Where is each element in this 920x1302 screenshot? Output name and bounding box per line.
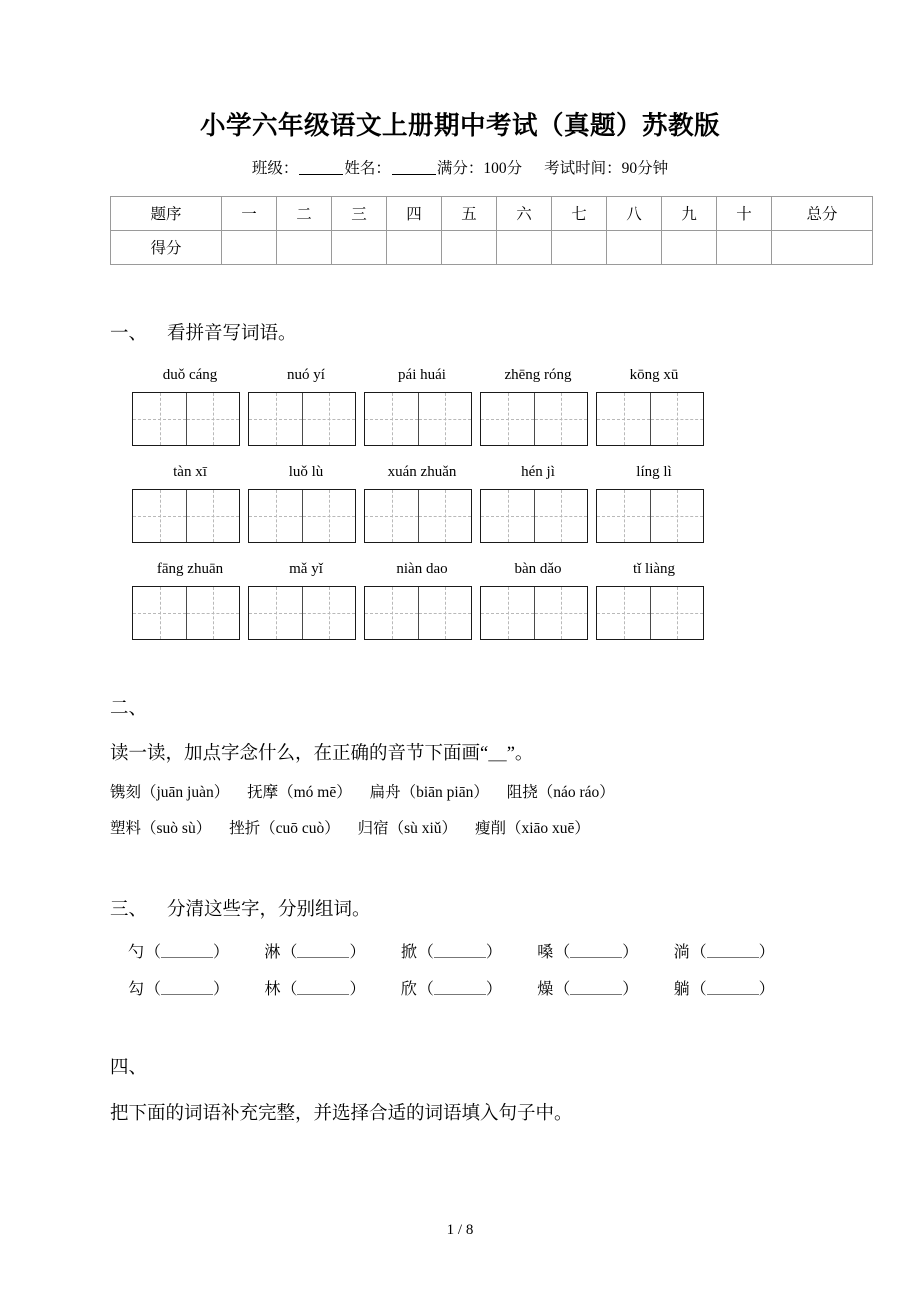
- tianzige-cell[interactable]: [365, 587, 418, 639]
- tianzige-cell[interactable]: [186, 490, 239, 542]
- character: 欣: [400, 980, 417, 998]
- section-one-number: 一、: [110, 323, 148, 344]
- section-three-title: 分清这些字，分别组词。: [167, 900, 371, 921]
- tianzige-row-2: [110, 489, 810, 543]
- tianzige-box[interactable]: [480, 586, 588, 640]
- pinyin-item: tǐ liàng: [632, 560, 676, 577]
- table-row-scores: [111, 230, 873, 264]
- tianzige-box[interactable]: [248, 392, 356, 446]
- tianzige-box[interactable]: [248, 586, 356, 640]
- section-two: [110, 696, 810, 842]
- score-col-8: 八: [607, 196, 662, 230]
- section-four: [110, 1055, 810, 1129]
- word-item[interactable]: 瘦削（xiāo xuē）: [474, 820, 590, 838]
- answer-blank[interactable]: [434, 943, 486, 958]
- tianzige-cell[interactable]: [534, 393, 587, 445]
- score-cell-6[interactable]: [497, 230, 552, 264]
- pinyin-item: luǒ lù: [288, 463, 324, 480]
- page-title: 小学六年级语文上册期中考试（真题）苏教版: [199, 111, 720, 140]
- pinyin-item: fāng zhuān: [156, 560, 224, 577]
- character: 淋: [264, 943, 281, 961]
- pinyin-item: nuó yí: [287, 366, 325, 383]
- tianzige-cell[interactable]: [365, 393, 418, 445]
- score-cell-total[interactable]: [772, 230, 873, 264]
- score-col-7: 七: [552, 196, 607, 230]
- score-cell-5[interactable]: [442, 230, 497, 264]
- word-item[interactable]: 扁舟（biān piān）: [369, 784, 489, 802]
- score-cell-9[interactable]: [662, 230, 717, 264]
- answer-blank[interactable]: [161, 943, 213, 958]
- page-footer: 1 / 8: [446, 1222, 474, 1238]
- answer-blank[interactable]: [570, 980, 622, 995]
- section-one: [110, 321, 810, 640]
- word-item[interactable]: 塑料（suò sù）: [110, 820, 212, 838]
- pinyin-row-3: [110, 561, 810, 578]
- tianzige-cell[interactable]: [302, 587, 355, 639]
- tianzige-cell[interactable]: [418, 587, 471, 639]
- tianzige-box[interactable]: [364, 489, 472, 543]
- score-cell-3[interactable]: [332, 230, 387, 264]
- pinyin-item: mǎ yǐ: [289, 560, 323, 577]
- tianzige-cell[interactable]: [597, 490, 650, 542]
- character: 躺: [673, 980, 690, 998]
- tianzige-cell[interactable]: [481, 587, 534, 639]
- score-col-9: 九: [662, 196, 717, 230]
- list-item: 勺（ ）: [128, 943, 230, 961]
- tianzige-box[interactable]: [364, 392, 472, 446]
- tianzige-cell[interactable]: [186, 393, 239, 445]
- tianzige-cell[interactable]: [365, 490, 418, 542]
- tianzige-cell[interactable]: [597, 393, 650, 445]
- score-col-3: 三: [332, 196, 387, 230]
- list-item: 淋（ ）: [264, 943, 366, 961]
- word-item[interactable]: 阻挠（náo ráo）: [506, 784, 615, 802]
- class-label: 班级：: [251, 159, 299, 177]
- answer-blank[interactable]: [297, 943, 349, 958]
- zuci-row-1: [110, 939, 810, 962]
- tianzige-row-3: [110, 586, 810, 640]
- word-line-1: [110, 781, 810, 805]
- score-col-6: 六: [497, 196, 552, 230]
- tianzige-box[interactable]: [132, 489, 240, 543]
- tianzige-cell[interactable]: [597, 587, 650, 639]
- tianzige-cell[interactable]: [534, 587, 587, 639]
- tianzige-cell[interactable]: [249, 587, 302, 639]
- section-two-instruction: 读一读，加点字念什么，在正确的音节下面画“＿”。: [110, 744, 534, 765]
- tianzige-cell[interactable]: [418, 393, 471, 445]
- name-blank[interactable]: [392, 174, 436, 175]
- tianzige-box[interactable]: [364, 586, 472, 640]
- word-item[interactable]: 抚摩（mó mē）: [247, 784, 352, 802]
- list-item: 勾（ ）: [128, 980, 230, 998]
- section-four-instruction: 把下面的词语补充完整，并选择合适的词语填入句子中。: [110, 1103, 573, 1124]
- word-item[interactable]: 挫折（cuō cuò）: [229, 820, 340, 838]
- tianzige-cell[interactable]: [650, 490, 703, 542]
- answer-blank[interactable]: [707, 943, 759, 958]
- section-one-title: 看拼音写词语。: [167, 323, 297, 344]
- pinyin-row-1: [110, 367, 810, 384]
- answer-blank[interactable]: [434, 980, 486, 995]
- list-item: 欣（ ）: [400, 980, 502, 998]
- word-line-2: [110, 817, 810, 841]
- score-cell-10[interactable]: [717, 230, 772, 264]
- tianzige-box[interactable]: [480, 489, 588, 543]
- character: 燥: [537, 980, 554, 998]
- score-table: [110, 196, 873, 265]
- tianzige-box[interactable]: [596, 586, 704, 640]
- section-four-heading: [110, 1055, 810, 1083]
- tianzige-cell[interactable]: [418, 490, 471, 542]
- pinyin-item: kōng xū: [629, 366, 679, 383]
- name-label: 姓名：: [344, 159, 391, 177]
- tianzige-box[interactable]: [132, 392, 240, 446]
- section-three-number: 三、: [110, 900, 148, 921]
- pinyin-item: duǒ cáng: [162, 366, 218, 383]
- tianzige-cell[interactable]: [481, 490, 534, 542]
- answer-blank[interactable]: [161, 980, 213, 995]
- tianzige-cell[interactable]: [481, 393, 534, 445]
- full-score-label: 满分：: [436, 159, 484, 177]
- score-cell-1[interactable]: [222, 230, 277, 264]
- score-cell-8[interactable]: [607, 230, 662, 264]
- time-label: 考试时间：: [544, 159, 622, 177]
- list-item: 躺（ ）: [673, 980, 775, 998]
- section-three: [110, 897, 810, 999]
- answer-blank[interactable]: [707, 980, 759, 995]
- list-item: 嗓（ ）: [537, 943, 639, 961]
- score-row-label-points: 得分: [111, 230, 222, 264]
- pinyin-item: xuán zhuǎn: [387, 463, 457, 480]
- score-col-total: 总分: [772, 196, 873, 230]
- list-item: 淌（ ）: [673, 943, 775, 961]
- zuci-row-2: [110, 976, 810, 999]
- class-blank[interactable]: [299, 174, 343, 175]
- tianzige-cell[interactable]: [650, 393, 703, 445]
- tianzige-cell[interactable]: [302, 393, 355, 445]
- pinyin-item: líng lì: [636, 463, 672, 480]
- tianzige-cell[interactable]: [186, 587, 239, 639]
- tianzige-cell[interactable]: [534, 490, 587, 542]
- section-one-heading: [110, 321, 810, 349]
- tianzige-cell[interactable]: [302, 490, 355, 542]
- tianzige-box[interactable]: [132, 586, 240, 640]
- score-cell-4[interactable]: [387, 230, 442, 264]
- tianzige-cell[interactable]: [133, 393, 186, 445]
- pinyin-item: tàn xī: [173, 463, 207, 480]
- tianzige-cell[interactable]: [249, 393, 302, 445]
- pinyin-item: hén jì: [521, 463, 555, 480]
- score-cell-7[interactable]: [552, 230, 607, 264]
- list-item: 掀（ ）: [400, 943, 502, 961]
- tianzige-box[interactable]: [480, 392, 588, 446]
- section-three-heading: [110, 897, 810, 925]
- table-row-header: [111, 196, 873, 230]
- tianzige-row-1: [110, 392, 810, 446]
- pinyin-row-2: [110, 464, 810, 481]
- character: 掀: [400, 943, 417, 961]
- score-col-10: 十: [717, 196, 772, 230]
- tianzige-box[interactable]: [248, 489, 356, 543]
- score-row-label-order: 题序: [111, 196, 222, 230]
- exam-meta-line: [110, 156, 810, 178]
- character: 嗓: [537, 943, 554, 961]
- section-two-number: 二、: [110, 698, 148, 719]
- score-col-1: 一: [222, 196, 277, 230]
- tianzige-box[interactable]: [596, 489, 704, 543]
- word-item[interactable]: 镌刻（juān juàn）: [110, 784, 230, 802]
- character: 勾: [128, 980, 145, 998]
- score-col-5: 五: [442, 196, 497, 230]
- tianzige-cell[interactable]: [249, 490, 302, 542]
- section-two-heading: [110, 696, 810, 724]
- answer-blank[interactable]: [570, 943, 622, 958]
- character: 淌: [673, 943, 690, 961]
- list-item: 林（ ）: [264, 980, 366, 998]
- time-value: 90分钟: [621, 159, 669, 177]
- tianzige-cell[interactable]: [133, 587, 186, 639]
- pinyin-item: zhēng róng: [504, 366, 572, 383]
- word-item[interactable]: 归宿（sù xiǔ）: [357, 820, 458, 838]
- score-col-2: 二: [277, 196, 332, 230]
- tianzige-cell[interactable]: [650, 587, 703, 639]
- pinyin-item: niàn dao: [396, 560, 448, 577]
- character: 勺: [128, 943, 145, 961]
- pinyin-item: bàn dǎo: [514, 560, 562, 577]
- character: 林: [264, 980, 281, 998]
- tianzige-box[interactable]: [596, 392, 704, 446]
- section-four-number: 四、: [110, 1057, 148, 1078]
- list-item: 燥（ ）: [537, 980, 639, 998]
- full-score-value: 100分: [483, 159, 523, 177]
- answer-blank[interactable]: [297, 980, 349, 995]
- score-cell-2[interactable]: [277, 230, 332, 264]
- tianzige-cell[interactable]: [133, 490, 186, 542]
- pinyin-item: pái huái: [398, 366, 446, 383]
- score-col-4: 四: [387, 196, 442, 230]
